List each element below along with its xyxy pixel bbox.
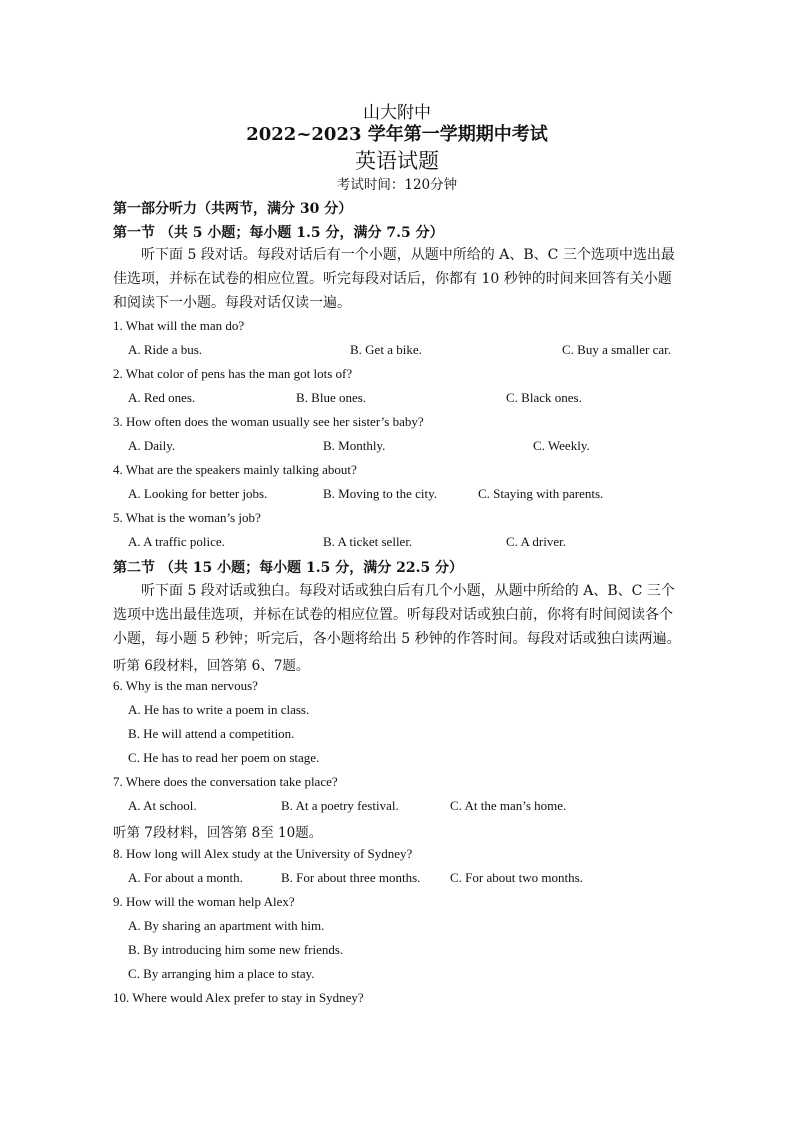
question-7: 7. Where does the conversation take place?	[113, 774, 338, 789]
question-3: 3. How often does the woman usually see her sister’s baby?	[113, 414, 424, 429]
question-6: 6. Why is the man nervous?	[113, 678, 258, 693]
q3-option-c: C. Weekly.	[533, 438, 590, 453]
question-1: 1. What will the man do?	[113, 318, 245, 333]
q3-option-a: A. Daily.	[128, 438, 176, 453]
q1-option-c: C. Buy a smaller car.	[562, 342, 672, 357]
q2-option-b: B. Blue ones.	[296, 390, 367, 405]
part1-heading: 第一部分听力（共两节，满分 30 分）	[113, 201, 353, 217]
q7-option-b: B. At a poetry festival.	[281, 798, 399, 813]
q7-option-a: A. At school.	[128, 798, 197, 813]
exam-time: 考试时间：120分钟	[336, 177, 458, 193]
q8-option-b: B. For about three months.	[281, 870, 421, 885]
question-2: 2. What color of pens has the man got lots of?	[113, 366, 353, 381]
q4-option-c: C. Staying with parents.	[478, 486, 604, 501]
section1-heading: 第一节 （共 5 小题；每小题 1.5 分，满分 7.5 分）	[113, 225, 444, 241]
subject-title: 英语试题	[355, 149, 439, 173]
q3-option-b: B. Monthly.	[323, 438, 386, 453]
q5-option-a: A. A traffic police.	[128, 534, 225, 549]
q2-option-a: A. Red ones.	[128, 390, 196, 405]
question-5: 5. What is the woman’s job?	[113, 510, 261, 525]
q2-option-c: C. Black ones.	[506, 390, 582, 405]
question-9: 9. How will the woman help Alex?	[113, 894, 295, 909]
q8-option-c: C. For about two months.	[450, 870, 583, 885]
q5-option-b: B. A ticket seller.	[323, 534, 413, 549]
q4-option-b: B. Moving to the city.	[323, 486, 437, 501]
q9-option-b: B. By introducing him some new friends.	[128, 942, 344, 957]
q1-option-a: A. Ride a bus.	[128, 342, 203, 357]
section2-instruction: 听下面 5 段对话或独白。每段对话或独白后有几个小题，从题中所给的 A、B、C 三个选项中选出最佳选项，并标在试卷的相应位置。听每段对话或独白前，你将有时间阅读各个小题，每小题 5 秒钟；听完后，各小题将给出 5 秒钟的作答时间。每段对话或独白读两遍。	[113, 583, 681, 647]
section2-heading: 第二节 （共 15 小题；每小题 1.5 分，满分 22.5 分）	[113, 560, 464, 576]
q9-option-c: C. By arranging him a place to stay.	[128, 966, 315, 981]
school-name: 山大附中	[363, 103, 431, 123]
question-10: 10. Where would Alex prefer to stay in Sydney?	[113, 990, 364, 1005]
q8-option-a: A. For about a month.	[128, 870, 243, 885]
question-4: 4. What are the speakers mainly talking about?	[113, 462, 357, 477]
q5-option-c: C. A driver.	[506, 534, 566, 549]
q4-option-a: A. Looking for better jobs.	[128, 486, 268, 501]
question-8: 8. How long will Alex study at the University of Sydney?	[113, 846, 413, 861]
material-6-note: 听第 6段材料，回答第 6、7题。	[113, 658, 310, 674]
q1-option-b: B. Get a bike.	[350, 342, 422, 357]
q6-option-b: B. He will attend a competition.	[128, 726, 295, 741]
q7-option-c: C. At the man’s home.	[450, 798, 567, 813]
exam-title: 2022~2023 学年第一学期期中考试	[246, 124, 548, 145]
section1-instruction: 听下面 5 段对话。每段对话后有一个小题，从题中所给的 A、B、C 三个选项中选出最佳选项，并标在试卷的相应位置。听完每段对话后，你都有 10 秒钟的时间来回答有关小题和阅读下一小题。每段对话仅读一遍。	[113, 247, 675, 311]
material-7-note: 听第 7段材料，回答第 8至 10题。	[113, 825, 323, 841]
q6-option-c: C. He has to read her poem on stage.	[128, 750, 320, 765]
q9-option-a: A. By sharing an apartment with him.	[128, 918, 325, 933]
q6-option-a: A. He has to write a poem in class.	[128, 702, 310, 717]
